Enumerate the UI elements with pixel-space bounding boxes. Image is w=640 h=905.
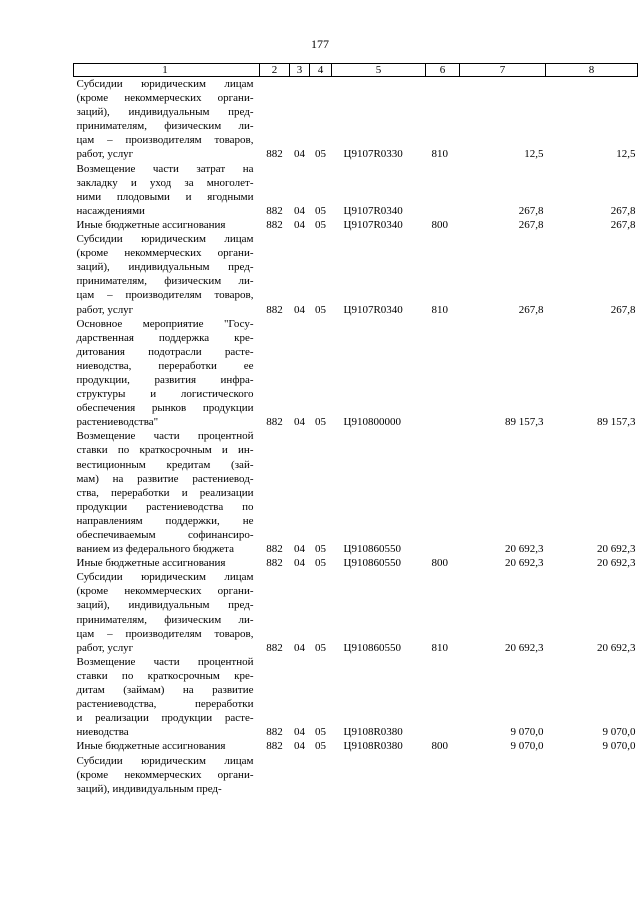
description-line: растениеводства, переработки <box>76 698 254 711</box>
description-line: (кроме некоммерческих органи- <box>76 247 254 260</box>
table-row <box>74 77 638 162</box>
description-line: заций), индивидуальным пред- <box>76 261 254 274</box>
subsection-code: 05 <box>315 416 326 429</box>
amount-col-7: 20 692,3 <box>505 641 544 654</box>
target-article-code: Ц910800000 <box>343 416 401 429</box>
section-code: 04 <box>294 726 305 739</box>
ministry-code: 882 <box>266 740 283 753</box>
ministry-code: 882 <box>266 543 283 556</box>
section-code: 04 <box>294 303 305 316</box>
row-description <box>74 754 260 796</box>
description-line: ниеводства, переработки ее <box>76 359 254 372</box>
target-article-code: Ц9108R0380 <box>343 726 403 739</box>
row-description <box>74 218 260 232</box>
description-line: работ, услуг <box>76 148 134 161</box>
subsection-code: 05 <box>315 303 326 316</box>
target-article-code: Ц910860550 <box>343 557 401 570</box>
description-line: ними плодовыми и ягодными <box>76 190 254 203</box>
description-line: цам – производителям товаров, <box>76 289 254 302</box>
table-row <box>74 556 638 570</box>
description-line: обеспечиваемым софинансиро- <box>76 529 254 541</box>
row-description <box>74 429 260 556</box>
ministry-code <box>260 754 290 796</box>
description-line: Субсидии юридическим лицам <box>76 754 254 767</box>
description-line: ставки по краткосрочным кре- <box>76 669 254 682</box>
amount-col-8: 20 692,3 <box>597 641 636 654</box>
description-line: заций), индивидуальным пред- <box>76 599 254 612</box>
expense-type-code <box>426 162 460 218</box>
description-line: вестиционным кредитам (зай- <box>76 458 254 471</box>
table-row <box>74 429 638 556</box>
target-article-code: Ц9107R0340 <box>343 303 403 316</box>
subsection-code: 05 <box>315 148 326 161</box>
amount-col-7: 9 070,0 <box>510 726 544 739</box>
description-line: Иные бюджетные ассигнования <box>76 740 226 753</box>
table-row <box>74 655 638 740</box>
description-line: Иные бюджетные ассигнования <box>76 557 226 570</box>
description-line: дитования подотрасли расте- <box>76 345 254 358</box>
table-header-row <box>74 64 638 77</box>
expense-type-code <box>426 317 460 430</box>
description-line: цам – производителям товаров, <box>76 627 254 640</box>
amount-col-8: 12,5 <box>616 148 636 161</box>
ministry-code: 882 <box>266 148 283 161</box>
header-col-8: 8 <box>546 64 638 77</box>
amount-col-7: 267,8 <box>518 303 544 316</box>
description-line: работ, услуг <box>76 641 134 654</box>
description-line: дарственная поддержка кре- <box>76 331 254 344</box>
description-line: принимателям, физическим ли- <box>76 120 254 133</box>
ministry-code: 882 <box>266 218 283 231</box>
target-article-code <box>332 754 426 796</box>
amount-col-7 <box>460 754 546 796</box>
header-col-1: 1 <box>74 64 260 77</box>
amount-col-7: 20 692,3 <box>505 557 544 570</box>
description-line: Субсидии юридическим лицам <box>76 78 254 90</box>
description-line: ванием из федерального бюджета <box>76 543 234 556</box>
description-line: и реализации продукции расте- <box>76 712 254 725</box>
table-row <box>74 218 638 232</box>
subsection-code <box>310 754 332 796</box>
header-col-6: 6 <box>426 64 460 77</box>
table-row <box>74 739 638 753</box>
description-line: заций), индивидуальным пред- <box>76 782 222 795</box>
subsection-code: 05 <box>315 543 326 556</box>
ministry-code: 882 <box>266 204 283 217</box>
description-line: принимателям, физическим ли- <box>76 275 254 288</box>
ministry-code: 882 <box>266 416 283 429</box>
row-description <box>74 655 260 740</box>
description-line: ства, переработки и реализации <box>76 486 254 499</box>
row-description <box>74 162 260 218</box>
description-line: (кроме некоммерческих органи- <box>76 768 254 781</box>
expense-type-code <box>426 655 460 740</box>
page-number: 177 <box>311 37 329 51</box>
amount-col-7: 20 692,3 <box>505 543 544 556</box>
row-description <box>74 570 260 655</box>
description-line: закладку и уход за многолет- <box>76 176 254 189</box>
description-line: структуры и логистического <box>76 388 254 401</box>
description-line: мам) на развитие растениевод- <box>76 472 254 485</box>
section-code <box>290 754 310 796</box>
description-line: Субсидии юридическим лицам <box>76 571 254 584</box>
table-row <box>74 232 638 317</box>
row-description <box>74 77 260 162</box>
amount-col-7: 267,8 <box>518 204 544 217</box>
description-line: ставки по краткосрочным и ин- <box>76 444 254 457</box>
subsection-code: 05 <box>315 726 326 739</box>
amount-col-8: 9 070,0 <box>602 740 636 753</box>
section-code: 04 <box>294 416 305 429</box>
ministry-code: 882 <box>266 641 283 654</box>
ministry-code: 882 <box>266 557 283 570</box>
amount-col-8: 267,8 <box>610 303 636 316</box>
description-line: продукции, развития инфра- <box>76 373 254 386</box>
row-description <box>74 739 260 753</box>
amount-col-8: 20 692,3 <box>597 557 636 570</box>
section-code: 04 <box>294 641 305 654</box>
target-article-code: Ц9107R0340 <box>343 218 403 231</box>
header-col-5: 5 <box>332 64 426 77</box>
table-body <box>74 64 638 796</box>
section-code: 04 <box>294 204 305 217</box>
section-code: 04 <box>294 218 305 231</box>
description-line: ниеводства <box>76 726 129 739</box>
amount-col-8: 9 070,0 <box>602 726 636 739</box>
amount-col-7: 89 157,3 <box>505 416 544 429</box>
description-line: заций), индивидуальным пред- <box>76 106 254 119</box>
description-line: направлениям поддержки, не <box>76 514 254 527</box>
subsection-code: 05 <box>315 641 326 654</box>
description-line: цам – производителям товаров, <box>76 134 254 147</box>
row-description <box>74 556 260 570</box>
description-line: (кроме некоммерческих органи- <box>76 92 254 105</box>
amount-col-8: 89 157,3 <box>597 416 636 429</box>
expense-type-code: 810 <box>431 303 448 316</box>
description-line: обеспечения рынков продукции <box>76 402 254 415</box>
expense-type-code: 810 <box>431 148 448 161</box>
subsection-code: 05 <box>315 557 326 570</box>
section-code: 04 <box>294 148 305 161</box>
subsection-code: 05 <box>315 204 326 217</box>
table-row <box>74 754 638 796</box>
amount-col-8: 267,8 <box>610 204 636 217</box>
description-line: Субсидии юридическим лицам <box>76 233 254 246</box>
description-line: Основное мероприятие "Госу- <box>76 317 254 330</box>
expense-type-code: 800 <box>431 557 448 570</box>
description-line: принимателям, физическим ли- <box>76 613 254 626</box>
target-article-code: Ц910860550 <box>343 641 401 654</box>
description-line: Возмещение части процентной <box>76 655 254 668</box>
ministry-code: 882 <box>266 303 283 316</box>
budget-table <box>73 63 638 796</box>
row-description <box>74 232 260 317</box>
table-row <box>74 162 638 218</box>
section-code: 04 <box>294 557 305 570</box>
expense-type-code: 810 <box>431 641 448 654</box>
expense-type-code <box>426 754 460 796</box>
section-code: 04 <box>294 740 305 753</box>
target-article-code: Ц9108R0380 <box>343 740 403 753</box>
amount-col-7: 12,5 <box>524 148 544 161</box>
target-article-code: Ц9107R0340 <box>343 204 403 217</box>
table-row <box>74 570 638 655</box>
amount-col-8 <box>546 754 638 796</box>
table-row <box>74 317 638 430</box>
header-col-2: 2 <box>260 64 290 77</box>
amount-col-8: 267,8 <box>610 218 636 231</box>
expense-type-code: 800 <box>431 218 448 231</box>
description-line: насаждениями <box>76 204 145 217</box>
amount-col-7: 9 070,0 <box>510 740 544 753</box>
description-line: продукции растениеводства по <box>76 500 254 513</box>
ministry-code: 882 <box>266 726 283 739</box>
subsection-code: 05 <box>315 740 326 753</box>
target-article-code: Ц910860550 <box>343 543 401 556</box>
description-line: работ, услуг <box>76 303 134 316</box>
header-col-7: 7 <box>460 64 546 77</box>
header-col-4: 4 <box>310 64 332 77</box>
description-line: Возмещение части затрат на <box>76 162 254 175</box>
description-line: (кроме некоммерческих органи- <box>76 585 254 598</box>
amount-col-8: 20 692,3 <box>597 543 636 556</box>
target-article-code: Ц9107R0330 <box>343 148 403 161</box>
expense-type-code: 800 <box>431 740 448 753</box>
amount-col-7: 267,8 <box>518 218 544 231</box>
row-description <box>74 317 260 430</box>
section-code: 04 <box>294 543 305 556</box>
description-line: дитам (займам) на развитие <box>76 684 254 697</box>
description-line: Возмещение части процентной <box>76 430 254 443</box>
expense-type-code <box>426 429 460 556</box>
description-line: Иные бюджетные ассигнования <box>76 218 226 231</box>
description-line: растениеводства" <box>76 416 159 429</box>
header-col-3: 3 <box>290 64 310 77</box>
subsection-code: 05 <box>315 218 326 231</box>
